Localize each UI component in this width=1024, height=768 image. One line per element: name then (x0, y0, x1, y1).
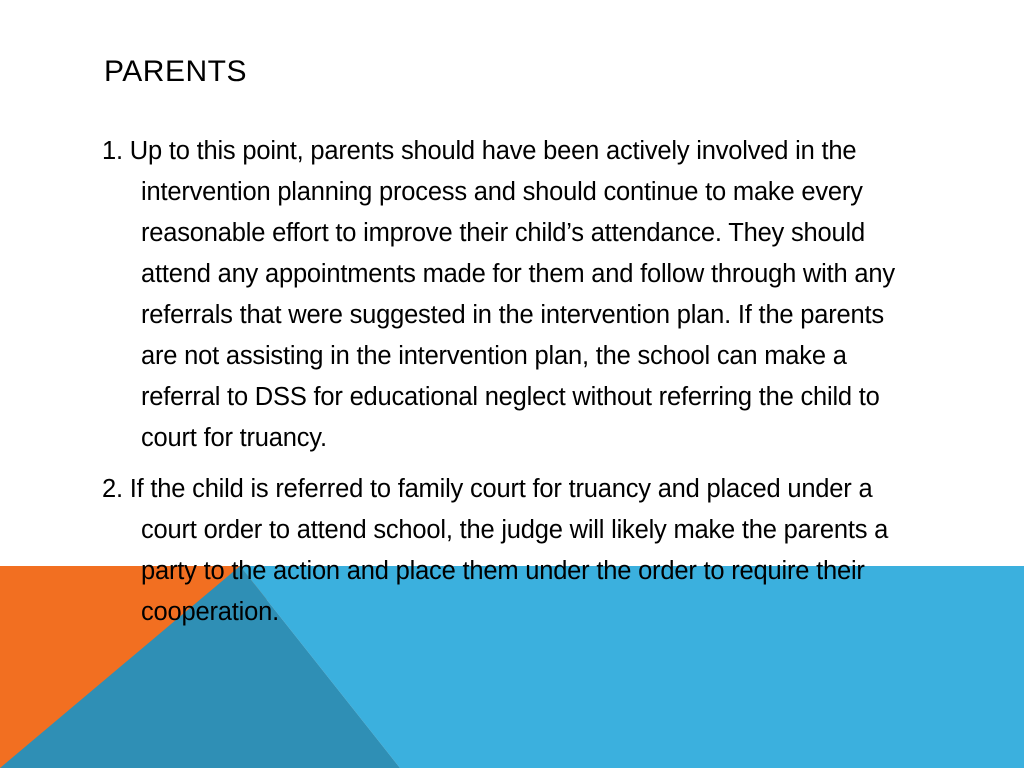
body-point-1: 1. Up to this point, parents should have been actively involved in the intervention planning process and should continue to make every reasonable effort to improve their child’s attendance. They should attend any appointments made for them and follow through with any referrals that were suggested in the intervention plan. If the parents are not assisting in the intervention plan, the school can make a referral to DSS for educational neglect without referring the child to court for truancy. (102, 137, 895, 452)
slide-title: PARENTS (104, 55, 247, 88)
body-point-2: 2. If the child is referred to family court for truancy and placed under a court order to attend school, the judge will likely make the parents a party to the action and place them under the order to require their cooperation. (102, 475, 889, 626)
body-text-list (102, 131, 922, 633)
